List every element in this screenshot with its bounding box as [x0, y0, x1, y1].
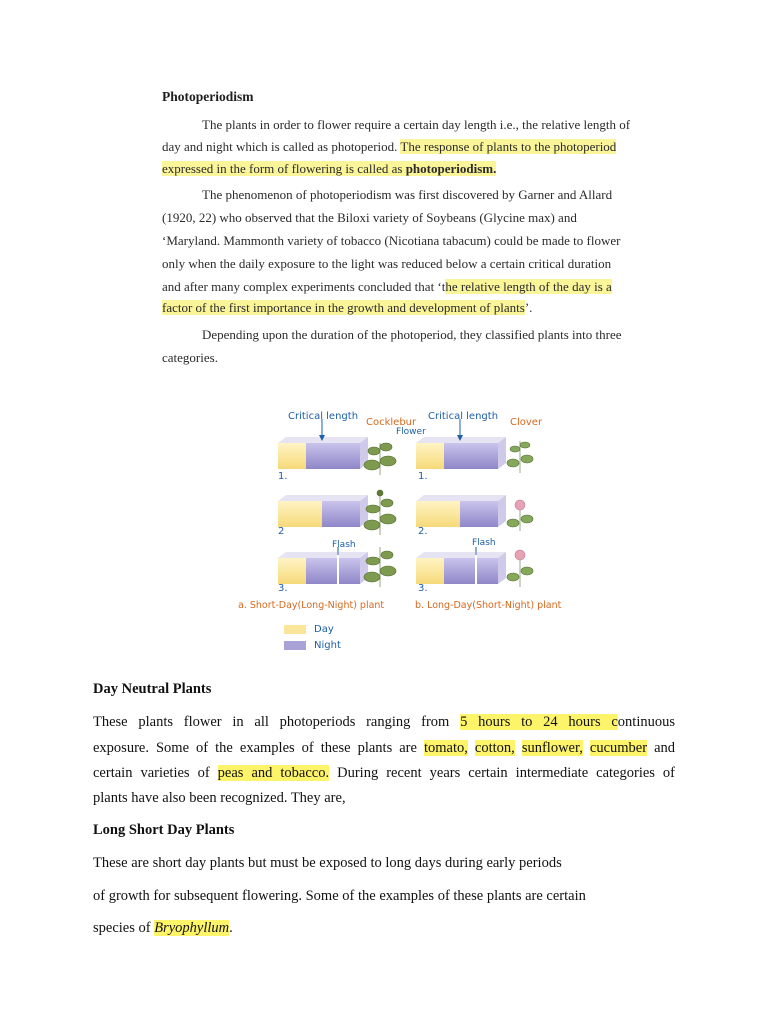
highlight-bryophyllum: Bryophyllum	[154, 920, 230, 936]
paragraph-line: and after many complex experiments concluded that ‘the relative length of the day is a	[162, 279, 612, 294]
paragraph-line: day and night which is called as photoperiod. The response of plants to the photoperiod	[162, 139, 617, 154]
clover-plant-icon	[507, 441, 533, 473]
caption-long-day: b. Long-Day(Short-Night) plant	[415, 600, 562, 611]
legend-day-label: Day	[314, 624, 334, 635]
highlight: 5 hours to 24 hours c	[460, 714, 618, 730]
cocklebur-label: Cocklebur	[366, 417, 417, 428]
highlight-sunflower: sunflower,	[521, 740, 583, 756]
figure-number: 2.	[418, 526, 428, 537]
highlight: he relative length of the day is a	[445, 279, 612, 294]
figure-number: 3.	[278, 583, 288, 594]
bar-right-3	[416, 552, 506, 584]
highlight: The response of plants to the photoperiod	[400, 139, 617, 154]
flower-label: Flower	[396, 427, 426, 437]
paragraph-line: of growth for subsequent flowering. Some of the examples of these plants are certain	[93, 888, 586, 904]
paragraph-line: These plants flower in all photoperiods ranging from 5 hours to 24 hours continuous	[93, 714, 675, 730]
paragraph-line: plants have also been recognized. They are,	[93, 790, 346, 806]
paragraph-line: ‘Maryland. Mammonth variety of tobacco (Nicotiana tabacum) could be made to flower	[162, 233, 621, 248]
section-title-photoperiodism: Photoperiodism	[162, 89, 254, 104]
bar-left-1	[278, 437, 368, 469]
cocklebur-plant-icon	[364, 490, 396, 535]
critical-length-label: Critical length	[288, 411, 359, 422]
cocklebur-plant-icon	[364, 443, 396, 475]
paragraph-line: categories.	[162, 350, 218, 365]
flash-label: Flash	[332, 540, 356, 550]
highlight-cotton: cotton,	[474, 740, 515, 756]
legend-night-label: Night	[314, 640, 341, 651]
paragraph-line: The phenomenon of photoperiodism was first discovered by Garner and Allard	[202, 187, 613, 202]
flash-label: Flash	[472, 538, 496, 548]
photoperiod-figure	[238, 405, 568, 655]
bar-left-3	[278, 552, 368, 584]
caption-short-day: a. Short-Day(Long-Night) plant	[238, 600, 385, 611]
highlight-tomato: tomato,	[423, 740, 468, 756]
cocklebur-plant-icon	[364, 547, 396, 587]
bar-right-1	[416, 437, 506, 469]
legend-day-swatch	[284, 625, 306, 634]
highlight: factor of the first importance in the growth and development of plants	[162, 300, 525, 315]
paragraph-line: (1920, 22) who observed that the Biloxi variety of Soybeans (Glycine max) and	[162, 210, 577, 225]
paragraph-line: exposure. Some of the examples of these plants are tomato, cotton, sunflower, cucumber and	[93, 740, 676, 756]
paragraph-line: species of Bryophyllum.	[93, 920, 233, 936]
bar-right-2	[416, 495, 506, 527]
heading-day-neutral-plants: Day Neutral Plants	[93, 681, 212, 697]
paragraph-line: factor of the first importance in the growth and development of plants’.	[162, 300, 533, 315]
clover-plant-icon	[507, 500, 533, 531]
figure-number: 1.	[278, 471, 288, 482]
clover-label: Clover	[510, 417, 543, 428]
paragraph-line: Depending upon the duration of the photoperiod, they classified plants into three	[202, 327, 622, 342]
figure-number: 1.	[418, 471, 428, 482]
highlight-peas-tobacco: peas and tobacco.	[217, 765, 330, 781]
critical-length-label: Critical length	[428, 411, 499, 422]
figure-number: 2	[278, 526, 285, 537]
bar-left-2	[278, 495, 368, 527]
paragraph-line: certain varieties of peas and tobacco. During recent years certain intermediate categories of	[93, 765, 676, 781]
paragraph-line: only when the daily exposure to the light was reduced below a certain critical duration	[162, 256, 612, 271]
paragraph-line: These are short day plants but must be exposed to long days during early periods	[93, 855, 562, 871]
highlight-cucumber: cucumber	[589, 740, 648, 756]
figure-number: 3.	[418, 583, 428, 594]
bold-term: photoperiodism.	[405, 161, 497, 176]
paragraph-line: expressed in the form of flowering is called as photoperiodism.	[162, 161, 497, 176]
legend-night-swatch	[284, 641, 306, 650]
heading-long-short-day-plants: Long Short Day Plants	[93, 822, 235, 838]
clover-plant-icon	[507, 550, 533, 587]
paragraph-line: The plants in order to flower require a certain day length i.e., the relative length of	[202, 117, 631, 132]
